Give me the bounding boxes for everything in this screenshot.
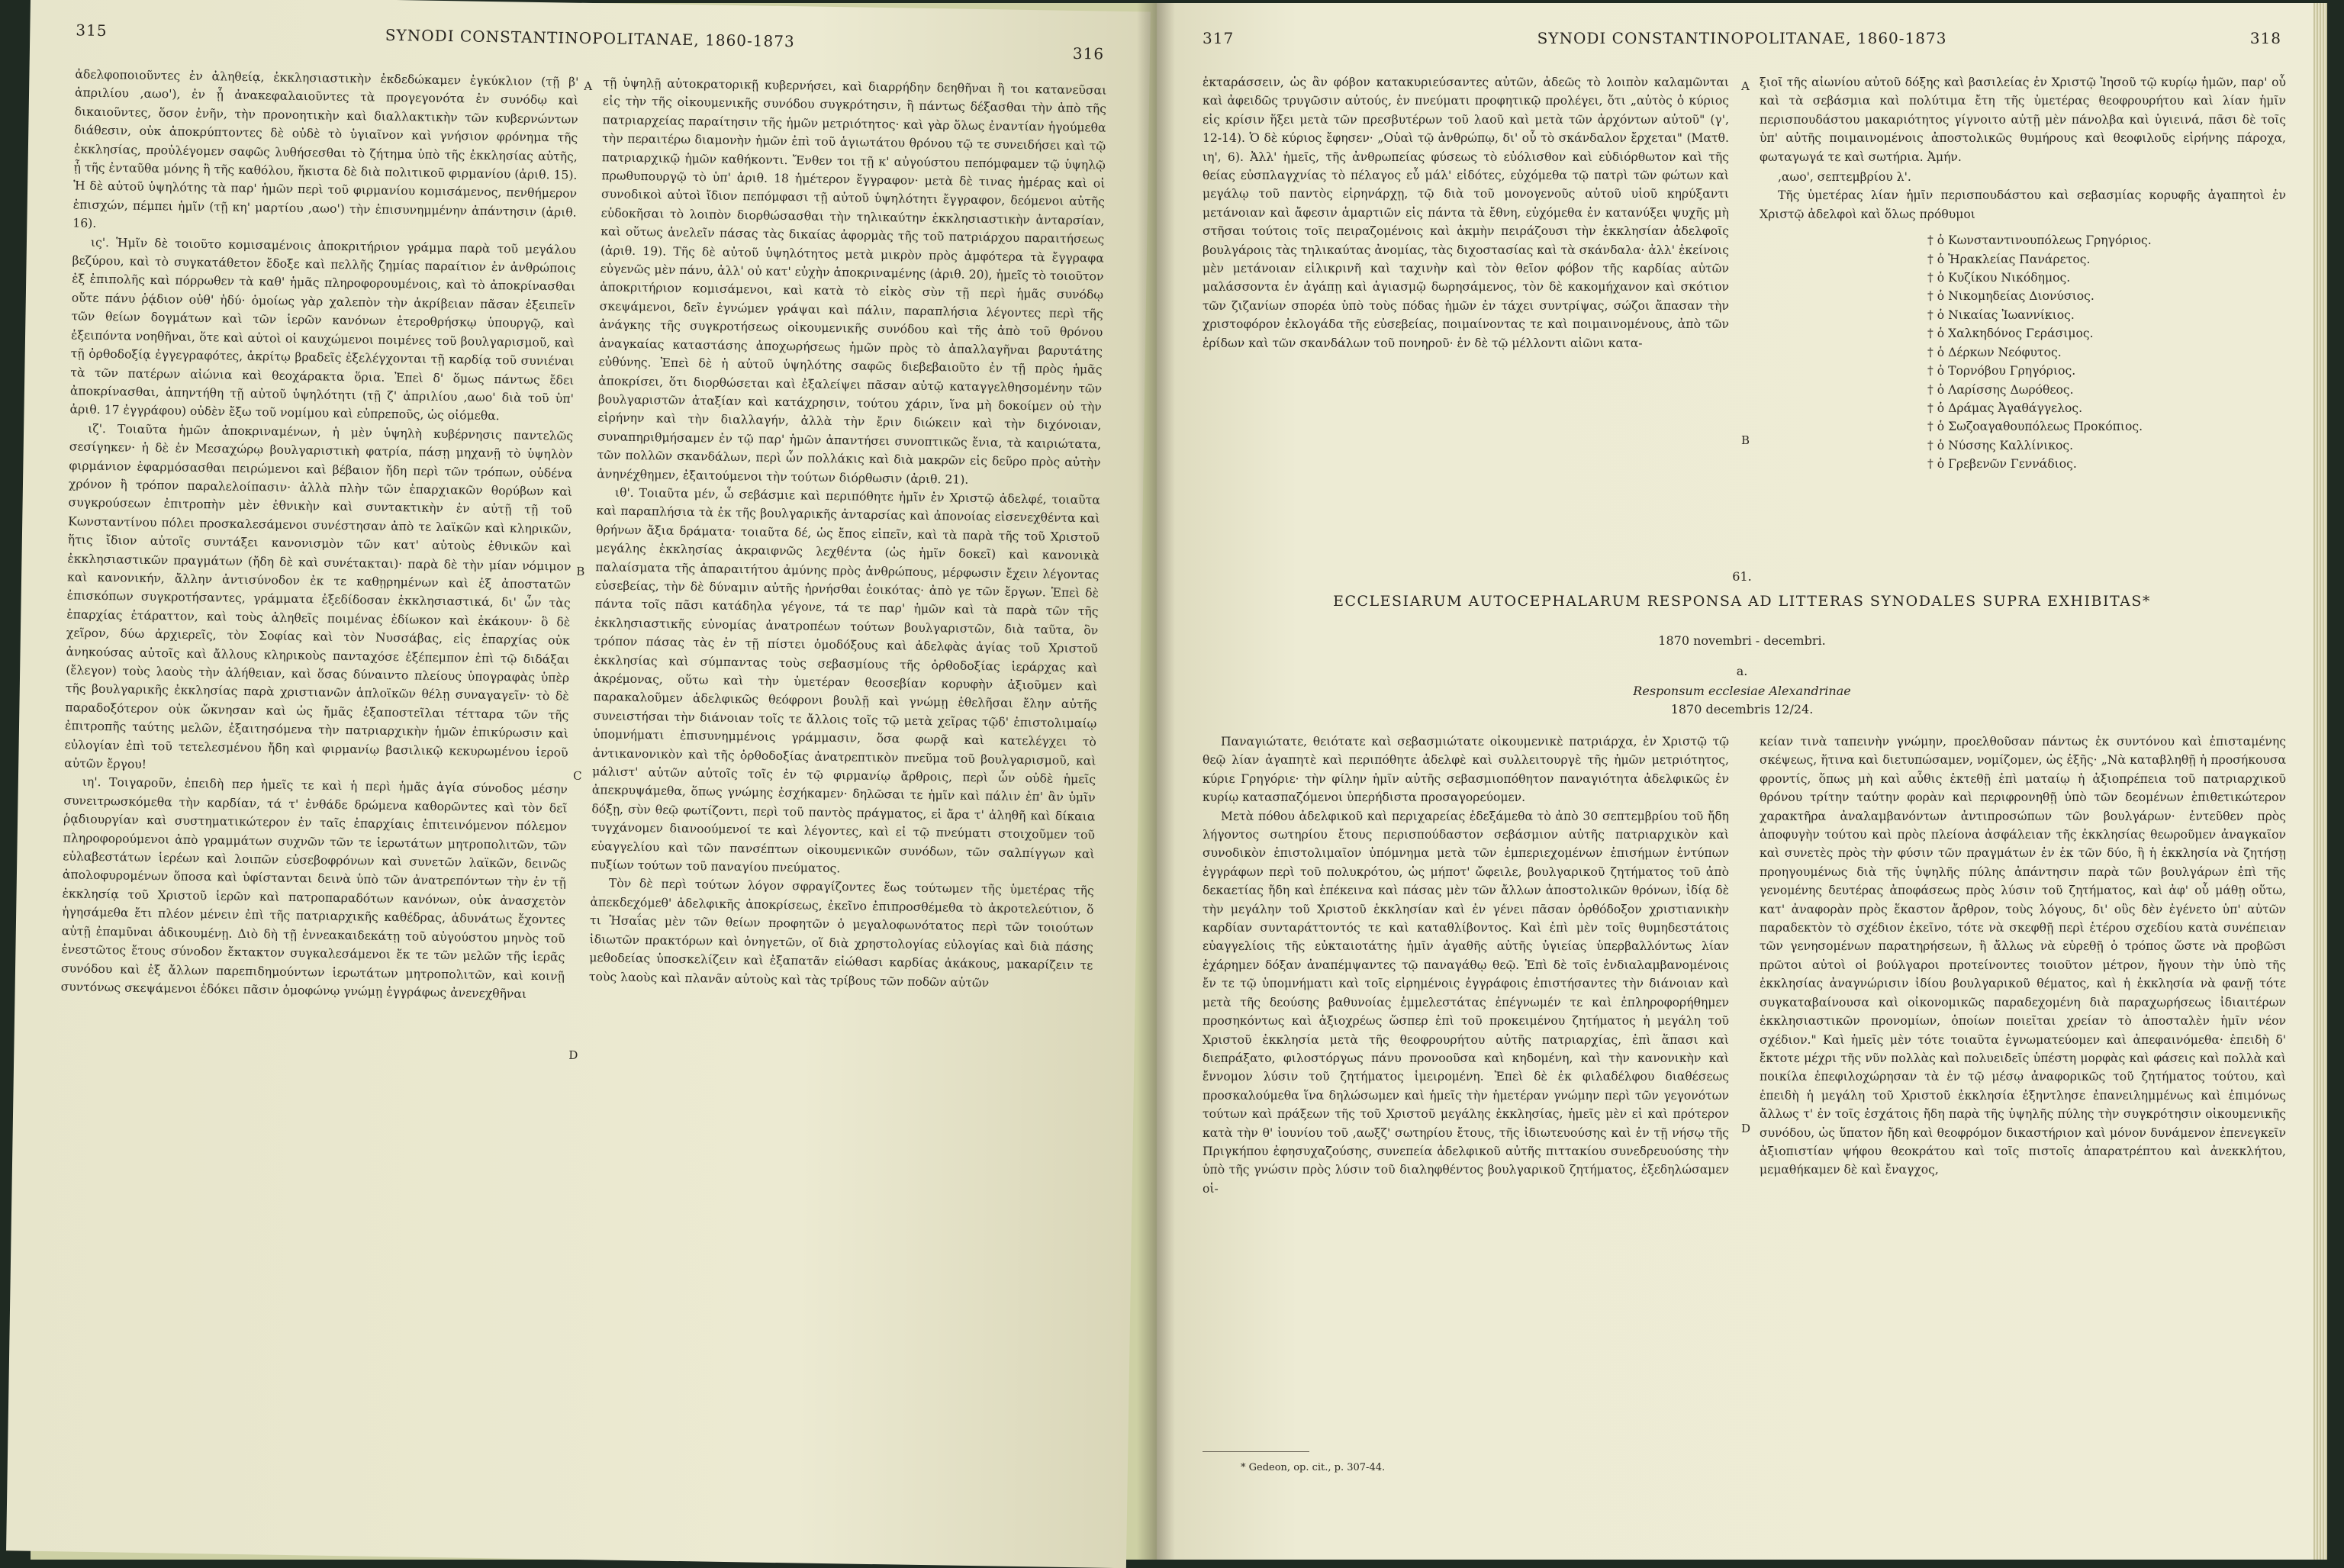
date-line: ,αωο', σεπτεμβρίου λ'.: [1778, 170, 1911, 185]
signatory: † ὁ Τορνόβου Γρηγόριος.: [1927, 364, 2076, 378]
section-title: Responsum ecclesiae Alexandrinae: [1633, 684, 1851, 698]
signatory: † ὁ Νικαίας Ἰωαννίκιος.: [1927, 307, 2075, 322]
left-column-2: [589, 73, 1107, 993]
paragraph: ις'. Ἡμῖν δὲ τοιοῦτο κομισαμένοις ἀποκριτήριον γράμμα παρὰ τοῦ μεγάλου βεζύρου, καὶ τὸ συγκατάθετον ἔδοξε καὶ πελλῆς ζημίας παραίτιον ἐν ἀνθρώποις ἐξ ἐπιπολῆς καὶ πόρρωθεν τὰ καθ' ἡμᾶς πληροφορουμένοις, καὶ τὸ ἀποκρίνασθαι οὔτε πάνυ ῥᾴδιον οὐθ' ἡδύ· ὁμοίως γὰρ χαλεπὸν τὴν ἀκρίβειαν πᾶσαν ἐξειπεῖν τῶν θείων δογμάτων καὶ τῶν ἱερῶν κανόνων ἑτεροθρήσκῳ ὑπουργῷ, καὶ ἐξειπόντα νοηθῆναι, ὅτε καὶ αὐτοὶ οἱ καυχώμενοι ποιμένες τοῦ βουλγαρισμοῦ, καὶ τῇ ὀρθοδοξίᾳ ἐγγεγραφότες, ἀκρίτῳ βραδεῖς ἐξελέγχονται τῇ καρδίᾳ τοῦ συνιέναι τὰ τῶν πατέρων αἰώνια καὶ θεοχάρακτα ὅρια. Ἐπεὶ δ' ὅμως πάντως ἔδει ἀποκρίνασθαι, ἀπηντήθη τῇ αὐτοῦ ὑψηλότητι (τῇ ζ' ἀπριλίου ,αωο' διὰ τοῦ ὑπ' ἀριθ. 17 ἐγγράφου) οὐδὲν ἔξω τοῦ νομίμου καὶ εὐπρεποῦς, ὡς οἰόμεθα.: [69, 235, 577, 423]
running-title: SYNODI CONSTANTINOPOLITANAE, 1860-1873: [385, 25, 795, 51]
paragraph: Τὸν δὲ περὶ τούτων λόγον σφραγίζοντες ἕως τούτωμεν τῆς ὑμετέρας τῆς ἀπεκδεχόμεθ' ἀδελφικῆς ἀποκρίσεως, ἐκεῖνο ἐπιπροσθέμεθα τὸ ἀκροτελεύτιον, ὅ τι Ἡσαΐας μὲν τῶν θείων προφητῶν ὁ μεγαλοφωνότατος περὶ τῶν τοιούτων ἰδιωτῶν πρακτόρων καὶ ὀνηγετῶν, οἵ διὰ χρηστολογίας εὐλογίας καὶ διὰ πάσης μεθοδείας ὑποσκελίζειν καὶ ἐξαπατᾶν εἰώθασι καρδίας ἀκάκους, μακαρίζειν τε τοὺς λαοὺς καὶ πλανᾶν αὐτοὺς καὶ τὰς τρίβους τῶν ποδῶν αὐτῶν: [588, 876, 1094, 990]
paragraph: τῇ ὑψηλῇ αὐτοκρατορικῇ κυβερνήσει, καὶ διαρρήδην δεηθῆναι ἢ τοι κατανεῦσαι εἰς τὴν τῆς οἰκουμενικῆς συνόδου συγκρότησιν, ἢ πάντως δέξασθαι τὴν ἀπὸ τῆς πατριαρχείας παραίτησιν τῆς ἡμῶν μετριότητος· καὶ γὰρ ὅλως ἐναντίαν ἡγούμεθα τὴν περαιτέρω διαμονὴν ἡμῶν ἐπὶ τοῦ ἁγιωτάτου θρόνου τῷ τε συνειδήσει καὶ τῷ πατριαρχικῷ ἡμῶν καθήκοντι. Ἔνθεν τοι τῇ κ' αὐγούστου πεπόμφαμεν τῷ ὑψηλῷ πρωθυπουργῷ τὸ ὑπ' ἀριθ. 18 ἡμέτερον ἔγγραφον· μετὰ δὲ τινας ἡμέρας καὶ οἱ συνοδικοὶ αὐτοὶ ἴδιον πεπόμφασι τῇ αὐτοῦ ὑψηλότητι ἔγγραφον, δεόμενοι αὐτῆς εὐδοκῆσαι τὸ λοιπὸν διορθώσασθαι τὴν τηλικαύτην ἐκκλησιαστικὴν ἀνταρσίαν, καὶ οὕτως ἀνελεῖν πάσας τὰς δικαίας ἀφορμὰς τῆς τοῦ πατριάρχου παραιτήσεως (ἀριθ. 19). Τῆς δὲ αὐτοῦ ὑψηλότητος μετὰ μικρὸν πρὸς ἀμφότερα τὰ ἔγγραφα εὐγενῶς μὲν πάνυ, ἀλλ' οὐ κατ' εὐχὴν ἀποκριναμένης (ἀριθ. 20), ἡμεῖς τὸ τοιοῦτον ἀποκριτήριον κομισάμενοι, καὶ κατὰ τὸ εἰκὸς σὺν τῇ περὶ ἡμᾶς συνόδῳ σκεψάμενοι, δεῖν ἐγνώμεν γράψαι καὶ πάλιν, παραπλήσια λέγοντες περὶ τῆς ἀνάγκης τῆς συγκροτήσεως οἰκουμενικῆς συνόδου καὶ τῆς ἀπὸ τοῦ θρόνου ἀναγκαίας καταστάσης ἀποχωρήσεως ἡμῶν πρὸς τὸ ἀπαλλαγῆναι βαρυτάτης εὐθύνης. Ἐπεὶ δὲ ἡ αὐτοῦ ὑψηλότης σαφῶς διεβεβαιοῦτο ἐν τῇ πρὸς ἡμᾶς ἀποκρίσει, ὅτι διορθώσεται καὶ ἐξαλείψει πᾶσαν αὐτῷ καταγγελθησομένην τῶν βουλγαριστῶν ἀταξίαν καὶ κατάχρησιν, τούτου χάριν, ἵνα μὴ δοκοίμεν οὐ τὴν εἰρήνην καὶ τὴν διαλλαγήν, ἀλλὰ τὴν ἔριν διώκειν καὶ τὴν διχόνοιαν, συναπηριθμήσαμεν ἐν τῷ παρ' ἡμῶν ἀπαντήσει συνοπτικῶς ἔνια, τὰ καιριώτατα, τῶν πολλῶν σκανδάλων, περὶ ὧν πολλάκις καὶ διὰ μακρῶν εἰς δεῦρο πρὸς αὐτὴν ἀνηνέχθημεν, ἐξαιτούμενοι τὴν τούτων διόρθωσιν (ἀριθ. 21).: [597, 76, 1107, 487]
paragraph: ιθ'. Τοιαῦτα μέν, ὦ σεβάσμιε καὶ περιπόθητε ἡμῖν ἐν Χριστῷ ἀδελφέ, τοιαῦτα καὶ παραπλήσια τὰ ἐκ τῆς βουλγαρικῆς ἀνταρσίας καὶ ἀπονοίας εἰσενεχθέντα καὶ θρήνων ἄξια δράματα· τοιαῦτα δέ, ὡς ἔπος εἰπεῖν, καὶ τὰ παρὰ τῆς τοῦ Χριστοῦ μεγάλης ἐκκλησίας ἀκραιφνῶς λεχθέντα (ὡς ἡμῖν δοκεῖ) καὶ κανονικὰ παλαίσματα τῆς ἀπαραιτήτου ἀμύνης πρὸς ἀνθρώπους, μέρφωσιν ἔχειν λέγοντας εὐσεβείας, τὴν δὲ δύναμιν αὐτῆς ἠρνήσθαι ἐοικότας· ἀπὸ γε τῶν ἔργων. Ἐπεὶ δὲ πάντα τοῖς πᾶσι κατάδηλα γέγονε, τά τε παρ' ἡμῶν καὶ τὰ παρὰ τῶν τῆς ἐκκλησιαστικῆς εὐνομίας ἀνατροπέων τούτων βουλγαριστῶν, διὰ ταῦτα, ὃν τρόπον πάσας τὰς ἐν τῇ πίστει ὁμοδόξους καὶ ἀδελφὰς ἁγίας τοῦ Χριστοῦ ἐκκλησίας καὶ σύμπαντας τοὺς σεβασμίους τῆς ὀρθοδοξίας ἱεράρχας καὶ ἀκρέμονας, οὕτω καὶ τὴν ὑμετέραν θεοσεβίαν κορυφὴν ἀξιοῦμεν καὶ παρακαλοῦμεν ἀδελφικῶς θεόφρονι βουλῇ καὶ γνώμῃ ἐθελῆσαι ἔλην αὐτῆς συνειστήσαι τὴν διάνοιαν τοῖς τε ἄλλοις τοῖς τῷ μετὰ χεῖρας τῷδ' ἐπιστολιμαίῳ ὑπομνήματι ἐπισυνημμένοις γράμμασιν, ὅσα φωρᾷ καὶ κατελέγχει τὸ ἀντικανονικὸν καὶ τῆς ὀρθοδοξίας ἀνατρεπτικὸν πνεῦμα τοῦ βουλγαρισμοῦ, καὶ μάλιστ' αὐτῶν αὐτοῖς τοῖς ἐν τῷ φιρμανίῳ ἄρθροις, περὶ ὧν οὐδὲ ἡμεῖς ἀπεκρυψάμεθα, ὅπως γνώμης ἐσχήκαμεν· δηλῶσαι τε ἡμῖν καὶ πάλιν ἐπ' ἂν ὑμῖν δόξῃ, σὺν θεῷ φωτίζοντι, περὶ τοῦ παντὸς πράγματος, εἰ ἄρα τ' ἀληθῆ καὶ δίκαια τυγχάνομεν διανοούμενοί τε καὶ λέγοντες, καὶ εἰ τῷ πνεύματι στοιχοῦμεν τοῦ εὐαγγελίου καὶ τῶν πανσέπτων οἰκουμενικῶν συνόδων, τῶν σαλπίγγων καὶ πυξίων τούτων τοῦ παναγίου πνεύματος.: [591, 485, 1100, 876]
page-number: 316: [1072, 43, 1105, 63]
right-running-head: [1203, 29, 2281, 60]
right-column-1: [1203, 73, 1729, 353]
paragraph: Παναγιώτατε, θειότατε καὶ σεβασμιώτατε οἰκουμενικὲ πατριάρχα, ἐν Χριστῷ τῷ θεῷ λίαν ἀγαπητὲ καὶ περιπόθητε ἀδελφὲ καὶ συλλειτουργὲ τῆς ἡμῶν μετριότητος, κύριε Γρηγόριε· τὴν φίλην ἡμῖν αὐτῆς σεβασμιοπόθητον παναγιότητα ἀδελφικῶς ἐν κυρίῳ κατασπαζόμενοι ὑπερήδιστα προσαγορεύομεν.: [1203, 735, 1729, 805]
page-edges: [2313, 3, 2327, 1560]
paragraph: Τῆς ὑμετέρας λίαν ἡμῖν περισπουδάστου καὶ σεβασμίας κορυφῆς ἀγαπητοὶ ἐν Χριστῷ ἀδελφοὶ καὶ ὅλως πρόθυμοι: [1760, 188, 2286, 221]
book-gutter: [1137, 3, 1175, 1560]
letter-column-1: [1203, 732, 1729, 1198]
section-date: 1870 decembris 12/24.: [1670, 702, 1814, 716]
margin-marker: A: [584, 79, 593, 94]
open-book: [31, 3, 2327, 1560]
signatories-list: [1760, 231, 2286, 473]
document-number: 61.: [1732, 569, 1752, 584]
signatory: † ὁ Κωνσταντινουπόλεως Γρηγόριος.: [1927, 233, 2152, 248]
letter-column-2: [1760, 732, 2286, 1180]
page-number: 315: [76, 21, 108, 40]
signatory: † ὁ Λαρίσσης Δωρόθεος.: [1927, 382, 2074, 397]
signatory: † ὁ Δέρκων Νεόφυτος.: [1927, 345, 2062, 359]
signatory: † ὁ Ἡρακλείας Πανάρετος.: [1927, 252, 2091, 266]
signatory: † ὁ Νικομηδείας Διονύσιος.: [1927, 289, 2094, 304]
running-title: SYNODI CONSTANTINOPOLITANAE, 1860-1873: [1537, 29, 1947, 47]
footnote-rule: [1203, 1451, 1309, 1452]
page-number: 318: [2249, 29, 2281, 47]
signatory: † ὁ Γρεβενῶν Γεννάδιος.: [1927, 457, 2077, 472]
margin-marker: B: [576, 564, 585, 578]
margin-marker: C: [572, 768, 582, 783]
paragraph: ιζ'. Τοιαῦτα ἡμῶν ἀποκριναμένων, ἡ μὲν ὑψηλὴ κυβέρνησις παντελῶς σεσίγηκεν· ἡ δὲ ἐν Μεσαχώρῳ βουλγαριστικὴ φατρία, πάσῃ μηχανῇ τὸ ὑψηλὸν φιρμάνιον ἐφαρμόσασθαι πειρώμενοι καὶ βέβαιον ἤδη περὶ τῶν τρόπων, οὐδένα χρόνον ἢ τρόπον παραλελοίπασιν· ἀλλὰ πλὴν τῶν ἐπαρχιακῶν θορύβων καὶ συγκρούσεων ἐπιτροπὴν μὲν ἐθνικὴν καὶ συντακτικὴν ἐν αὐτῇ τῇ τοῦ Κωνσταντίνου πόλει προσκαλεσάμενοι συνέστησαν ἀπὸ τε λαϊκῶν καὶ κληρικῶν, ἥτις ἴδιον αὐτοῖς συντάξει κανονισμὸν τῶν κατ' αὐτοὺς ἐθνικῶν καὶ ἐκκλησιαστικῶν πραγμάτων (ἤδη δὲ καὶ συνέτακται)· παρὰ δὲ τὴν μίαν νόμιμον καὶ κανονικήν, ἄλλην ἀντισύνοδον ἐκ τε καθῃρημένων καὶ ἐξ ἀποστατῶν ἐπισκόπων συγκροτήσαντες, γράμματα ἐξεδίδοσαν ἐκκλησιαστικά, δι' ὧν τὰς ἐπαρχίας ἐτάραττον, καὶ τοὺς ἀληθεῖς ποιμένας ἐδίωκον καὶ ἐκάκουν· ὃ δὲ χεῖρον, δύω ἀρχιερεῖς, τὸν Σοφίας καὶ τὸν Νυσσάβας, εἰς ἐπαρχίας οὐκ ἀνηκούσας αὐτοῖς καὶ ἄλλους κληρικοὺς πανταχόσε ἐξέπεμπον ἐπὶ τῷ διδάξαι (ἔλεγον) τοὺς λαοὺς τὴν ἀλήθειαν, καὶ ὅσας δύναιντο πλείους ὑπογραφὰς ὑπὲρ τῆς βουλγαρικῆς ἐκκλησίας παρὰ χριστιανῶν ἁπλοϊκῶν θέλῃ συναγαγεῖν· τὸ δὲ παραδοξότερον οὐκ ὤκνησαν καὶ ὡς ἤμᾶς ἐξαποστεῖλαι τέτταρα τῶν τῆς ἐπιτροπῆς ταύτης μελῶν, ἐξαιτησόμενα τὴν πατριαρχικὴν ἡμῶν ἐπικύρωσιν καὶ εὐλογίαν ἐπὶ τοῦ τετελεσμένου ἤδη καὶ φιρμανίῳ βασιλικῷ κεκυρωμένου ἱεροῦ αὐτῶν ἔργου!: [64, 421, 574, 772]
margin-marker: D: [568, 1048, 578, 1062]
section-label: a.: [1736, 664, 1748, 678]
left-column-1: [60, 65, 578, 1004]
left-running-head: [76, 21, 1104, 67]
signatory: † ὁ Δράμας Ἀγαθάγγελος.: [1927, 401, 2083, 415]
footnote: * Gedeon, op. cit., p. 307-44.: [1241, 1462, 1386, 1473]
margin-marker: A: [1741, 79, 1750, 93]
signatory: † ὁ Σωζοαγαθουπόλεως Προκόπιος.: [1927, 420, 2143, 434]
document-title: ECCLESIARUM AUTOCEPHALARUM RESPONSA AD LITTERAS SYNODALES SUPRA EXHIBITAS*: [1333, 593, 2151, 610]
margin-marker: D: [1741, 1122, 1751, 1135]
paragraph: ξιοῖ τῆς αἰωνίου αὐτοῦ δόξης καὶ βασιλείας ἐν Χριστῷ Ἰησοῦ τῷ κυρίῳ ἡμῶν, παρ' οὗ καὶ τὰ σεβάσμια καὶ πολύτιμα ἔτη τῆς ὑμετέρας θεοφρουρήτου καὶ λίαν ἡμῖν περισπουδάστου μακαριότητος γίγνοιτο αὐτῇ μὲν πάνολβα καὶ ὑγιεινά, πᾶσι δὲ τοῖς ὑπ' αὐτῆς ποιμαινομένοις ἀποστολικῶς θυμήρους καὶ θεοφιλοῦς εἰρήνης πάροχα, φωταγωγά τε καὶ σωτήρια. Ἀμήν.: [1760, 76, 2286, 164]
signatory: † ὁ Νύσσης Καλλίνικος.: [1927, 438, 2074, 452]
page-number: 317: [1203, 29, 1235, 47]
signatory: † ὁ Χαλκηδόνος Γεράσιμος.: [1927, 327, 2094, 341]
paragraph: κείαν τινὰ ταπεινὴν γνώμην, προελθοῦσαν πάντως ἐκ συντόνου καὶ ἐπισταμένης σκέψεως, ἥτινα καὶ διετυπώσαμεν, νομίζομεν, ὡς ἐξῆς· „Νὰ καταβληθῇ ἡ προσήκουσα φροντίς, ὅπως μὴ καὶ αὖθις ἐκτεθῇ ἐπὶ ματαίῳ ἡ ἀξιοπρέπεια τοῦ πατριαρχικοῦ θρόνου τρίτην ταύτην φορὰν καὶ περιφρονηθῇ ὑπὸ τῶν δεομένων ἐπιθετικώτερον χαρακτῆρα ἀναλαμβανόντων ἀντιπροσώπων τῶν βουλγάρων· ἐντεῦθεν πρὸς ἀποφυγὴν τούτου καὶ πρὸς πλείονα ἀσφάλειαν τῆς ἐκκλησίας θεωροῦμεν ἀναγκαῖον καὶ συνετὲς πρὸς τὴν φύσιν τῶν πραγμάτων ἐν ἐκ τῶν δύο, ἢ ἡ ἐκκλησία νὰ ζητήσῃ προηγουμένως διὰ τῆς ὑψηλῆς πύλης ἀπάντησιν παρὰ τῶν βουλγάρων ἐπὶ τῆς γενομένης δευτέρας ἀποφάσεως πρὸς λύσιν τοῦ ζητήματος, καὶ ἀφ' οὗ μάθῃ οὕτω, κατ' ἀναφορὰν πρὸς ἕκαστον ἄρθρον, τοὺς λόγους, δι' οὓς δὲν ἐγένετο ὑπ' αὐτῶν παραδεκτὸν τὸ σχέδιον ἐκεῖνο, τότε νὰ σκεφθῇ περὶ ἑτέρου σχεδίου κατὰ συνέπειαν τῶν γενησομένων παρατηρήσεων, ἢ ἄλλως νὰ εὑρεθῇ ὁ τρόπος ὥστε νὰ προβῶσι πρῶτοι αὐτοὶ οἱ βούλγαροι προτείνοντες τοιοῦτον μέτρον, ἤγουν τὴν ὑπὸ τῆς ἐκκλησίας ἀναγνώρισιν ἰδίου βουλγαρικοῦ θέματος, καὶ ἡ ἐκκλησία νὰ φανῇ τότε συγκαταβαίνουσα καὶ οἰκονομικῶς παραδεχομένη διὰ παραχωρήσεως ἰδιαιτέρων ἐκκλησιαστικῶν προνομίων, ὁποίων ποιεῖται χρείαν τὸ ἀποσταλὲν ἡμῖν νέον σχέδιον." Καὶ ἡμεῖς μὲν τότε τοιαῦτα ἐγνωματεύομεν καὶ ἀπεφαινόμεθα· ἐπειδὴ δ' ἔκτοτε μέχρι τῆς νῦν πολλὰς καὶ πολυειδεῖς ὑπέστη μορφὰς καὶ φάσεις καὶ πολλὰ καὶ ποικίλα ἐπεφιλοχώρησαν τὰ ἐν τῷ μέσῳ ἀναφορικῶς τοῦ ζητήματος τούτου, καὶ ἐπειδὴ ἡ μεγάλη τοῦ Χριστοῦ ἐκκλησία ἐξηντλησε ἐπανειλημμένως καὶ ἐπιμόνως ἄλλως τ' ἐν τοῖς ἐσχάτοις ἤδη παρὰ τῆς ὑψηλῆς πύλης τὴν συγκρότησιν οἰκουμενικῆς συνόδου, ὡς ὕπατον ἤδη καὶ θεοφρόμον δικαστήριον καὶ μόνον δυνάμενον ἐπενεγκεῖν ἀξιοπιστίαν ψήφου θεοκράτου καὶ τοῖς πιστοῖς ἀπαρατρέπτου καὶ ἀνεκκλήτου, μεμαθήκαμεν δὲ καὶ ἔναγχος,: [1760, 735, 2286, 1177]
signatory: † ὁ Κυζίκου Νικόδημος.: [1927, 271, 2071, 285]
right-page: [1157, 3, 2327, 1560]
paragraph: ἐκταράσσειν, ὡς ἂν φόβον κατακυριεύσαντες αὐτῶν, ἀδεῶς τὸ λοιπὸν καλαμῶνται καὶ ἀφειδῶς τρυγῶσιν αὐτούς, ἐν πνεύματι προφητικῷ προλέγει, ὅτι „αὐτὸς ὁ κύριος εἰς κρίσιν ἥξει μετὰ τῶν πρεσβυτέρων τοῦ λαοῦ καὶ μετὰ τῶν ἀρχόντων αὐτοῦ" (γ', 12-14). Ὁ δὲ κύριος ἔφησεν· „Οὐαὶ τῷ ἀνθρώπῳ, δι' οὗ τὸ σκάνδαλον ἔρχεται" (Ματθ. ιη', 6). Ἀλλ' ἡμεῖς, τῆς ἀνθρωπείας φύσεως τὸ εὐόλισθον καὶ εὐδιόρθωτον καὶ τῆς θείας εὐσπλαγχνίας τὸ πέλαγος εὖ μάλ' εἰδότες, εὐχόμεθα τῷ πατρὶ τῶν φώτων καὶ μεγάλῳ τοῦ παντὸς εἰρηνάρχῃ, τῷ διὰ τοῦ μονογενοῦς αὐτοῦ υἱοῦ κηρύξαντι μετάνοιαν καὶ ἄφεσιν ἁμαρτιῶν εἰς πάντα τὰ ἔθνη, εὐχόμεθα ἐν κατανύξει ψυχῆς μὴ στῆσαι τούτοις τοῖς πειραζομένοις καὶ ἀκμὴν πειράζουσι τὴν ἐκκλησίαν ἀδελφοῖς βουλγάροις τὰς τηλικαύτας ἀνομίας, τὰς διχοστασίας καὶ τὰ σκάνδαλα· ἀλλ' ἐκείνοις μὲν μετάνοιαν εἰλικρινῆ καὶ ταχινὴν καὶ τὸν θεῖον φόβον τῆς καρδίας αὐτῶν μαλάσσοντα ἐν ἀγάπῃ καὶ ἁγιασμῷ δωρησάμενος, τὸν δὲ κακομήχανον καὶ σκότιον τῶν ζιζανίων σπορέα ὑπὸ τοὺς πόδας ἡμῶν ἐν τάχει συντρίψας, σώζοι ἅπασαν τὴν χριστοφόρον ἐκλογάδα τῆς εὐσεβείας, ποιμαίνοντας τε καὶ ποιμαινομένους, ἀπὸ τῶν ἐρίδων καὶ τῶν σκανδάλων τοῦ πονηροῦ· ἐν δὲ τῷ μέλλοντι αἰῶνι κατα-: [1203, 76, 1729, 350]
document-date: 1870 novembri - decembri.: [1658, 633, 1826, 648]
paragraph: ἀδελφοποιοῦντες ἐν ἀληθείᾳ, ἐκκλησιαστικὴν ἐκδεδώκαμεν ἐγκύκλιον (τῇ β' ἀπριλίου ,αωο'), ἐν ᾗ ἀνακεφαλαιοῦντες τὰ προγεγονότα ἐν συνόδῳ καὶ δικαιοῦντες, ὅσον ἐνῆν, τὴν προνοητικὴν καὶ διαλλακτικὴν τῶν κυβερνώντων διάθεσιν, οὐκ ἀποκρύπτοντες δὲ οὐδὲ τὸ ὑγιαῖνον καὶ γνήσιον φρόνημα τῆς ἐκκλησίας, προὐλέγομεν σαφῶς λυθήσεσθαι τὸ ζήτημα ὑπὸ τῆς ἐκκλησίας αὐτῆς, ᾗ τῆς ἐνταῦθα μόνης ἢ τῆς καθόλου, ἥκιστα δὲ διὰ πολιτικοῦ φιρμανίου (ἀριθ. 15). Ἡ δὲ αὐτοῦ ὑψηλότης τὰ παρ' ἡμῶν περὶ τοῦ φιρμανίου κομισάμενος, πενθήμερον ἐπισχών, πέμπει ἡμῖν (τῇ κη' μαρτίου ,αωο') τὴν ἐπισυνημμένην ἀπάντησιν (ἀριθ. 16).: [72, 67, 579, 231]
paragraph: Μετὰ πόθου ἀδελφικοῦ καὶ περιχαρείας ἐδεξάμεθα τὸ ἀπὸ 30 σεπτεμβρίου τοῦ ἤδη λήγοντος σωτηρίου ἔτους περισπούδαστον σεβάσμιον αὐτῆς πατριαρχικὸν καὶ συνοδικὸν ἐπιστολιμαῖον ὑπόμνημα μετὰ τῶν ἐμπεριεχομένων ἐπισήμων ἐντύπων ἐγγράφων περὶ τοῦ πολυκρότου, ὡς μήποτ' ὤφειλε, βουλγαρικοῦ ζητήματος τοῦ ἀπὸ δεκαετίας ἤδη καὶ ἐπέκεινα καὶ πάσας μὲν τῶν ἄλλων ἀποστολικῶν θρόνων, ἰδίᾳ δὲ τὴν μεγάλην τοῦ Χριστοῦ ἐκκλησίαν καὶ ἐν γένει πᾶσαν ὀρθόδοξον χριστιανικὴν καρδίαν συνταράττοντός τε καὶ καταθλίβοντος. Καὶ ἐπὶ μὲν τοῖς θυμηδεστάτοις εὐαγγελίοις τῆς εὐκταιοτάτης ἡμῖν ἀγαθῆς αὐτῆς ὑγιείας ὑπερβαλλόντως λίαν ἐχάρημεν δόξαν ἀναπέμψαντες τῷ παναγάθῳ θεῷ. Ἐπὶ δὲ τοῖς ἐνδιαλαμβανομένοις ἔν τε τῷ ὑπομνήματι καὶ τοῖς εἰρημένοις ἐγγράφοις ἐπιστήσαντες τὴν διάνοιαν καὶ μετὰ τῆς δεούσης βαθυνοίας ἐμμελεστάτας ἐπέγνωμέν τε καὶ ἐπληροφορήθημεν προσηκόντως καὶ ἀξιοχρέως ὥσπερ ἐπὶ τοῦ προκειμένου ζητήματος ἡ μεγάλη τοῦ Χριστοῦ ἐκκλησία μετὰ τῆς θεοφρουρήτου αὐτῆς πατριαρχίας, ἐπὶ ἅπασι καὶ διεπράξατο, φιλοστόργως πάνυ προνοοῦσα καὶ κηδομένη, καὶ τὴν κανονικὴν καὶ ἔννομον λύσιν τοῦ ζητήματος ἱμειρομένη. Ἐπεὶ δὲ ἐκ φιλαδέλφου διαθέσεως προσκαλούμεθα ἵνα δηλώσωμεν καὶ ἡμεῖς τὴν ἡμετέραν γνώμην περὶ τῶν γεγονότων τούτων καὶ πράξεων τῆς τοῦ Χριστοῦ μεγάλης ἐκκλησίας, ἡμεῖς μὲν εἰ καὶ πρότερον κατὰ τὴν θ' ἰουνίου τοῦ ,αωξζ' σωτηρίου ἔτους, τῆς ἰδιωτευούσης καὶ ἐν τῇ νήσῳ τῆς Πριγκήπου ἐφησυχαζούσης, συνεπεία ἀδελφικοῦ αὐτῆς πιττακίου συνεδρευούσης τὴν ὑπὸ τῆς γνώσιν πρὸς λύσιν τοῦ διαληφθέντος βουλγαρικοῦ ζητήματος, ἐξεδηλώσαμεν οἱ-: [1203, 809, 1729, 1196]
paragraph: ιη'. Τοιγαροῦν, ἐπειδὴ περ ἡμεῖς τε καὶ ἡ περὶ ἡμᾶς ἁγία σύνοδος μέσην συνειτρωσκόμεθα τὴν καρδίαν, τά τ' ἐνθάδε δρώμενα καθορῶντες καὶ τὸν δεῖ ῥᾳδιουργίαν καὶ συστηματικώτερον ἐν ταῖς ἐπαρχίαις ἐπιτεινόμενον πόλεμον πληροφορούμενοι ἀπὸ γραμμάτων συχνῶν τῶν τε ἱερωτάτων μητροπολιτῶν, τῶν εὐλαβεστάτων ἱερέων καὶ λοιπῶν εὐσεβοφρόνων καὶ συνετῶν λαϊκῶν, δεινῶς ἀπολοφυρομένων ὅποσα καὶ ὑφίστανται δεινὰ ὑπὸ τῶν ἀνατρεπόντων τὴν ἐν τῇ ἐκκλησίᾳ τοῦ Χριστοῦ ἱερῶν καὶ πατροπαραδότων κανόνων, οὐκ ἀνασχετὸν ἡγησάμεθα ἔτι πλέον μένειν ἐπὶ τῆς πατριαρχικῆς καθέδρας, ἀδυνάτως ἔχοντες αὐτῇ ἐπαμῦναι ἀδικουμένῃ. Διὸ δὴ τῇ ἐννεακαιδεκάτῃ τοῦ αὐγούστου μηνὸς τοῦ ἐνεστῶτος ἔτους σύνοδον ἔκτακτον συγκαλεσάμενοι ἔκ τε τῶν μελῶν τῆς ἱερᾶς συνόδου καὶ ἐξ ἄλλων παρεπιδημούντων ἱερωτάτων μητροπολιτῶν, καὶ κοινῇ συντόνως σκεψάμενοι ἐδόκει πᾶσιν ὁμοφώνῳ γνώμῃ ἐγγράφως ἀνενεχθῆναι: [60, 775, 568, 1001]
margin-marker: B: [1741, 433, 1750, 447]
right-column-2: [1760, 73, 2286, 474]
left-page: [6, 0, 1151, 1568]
